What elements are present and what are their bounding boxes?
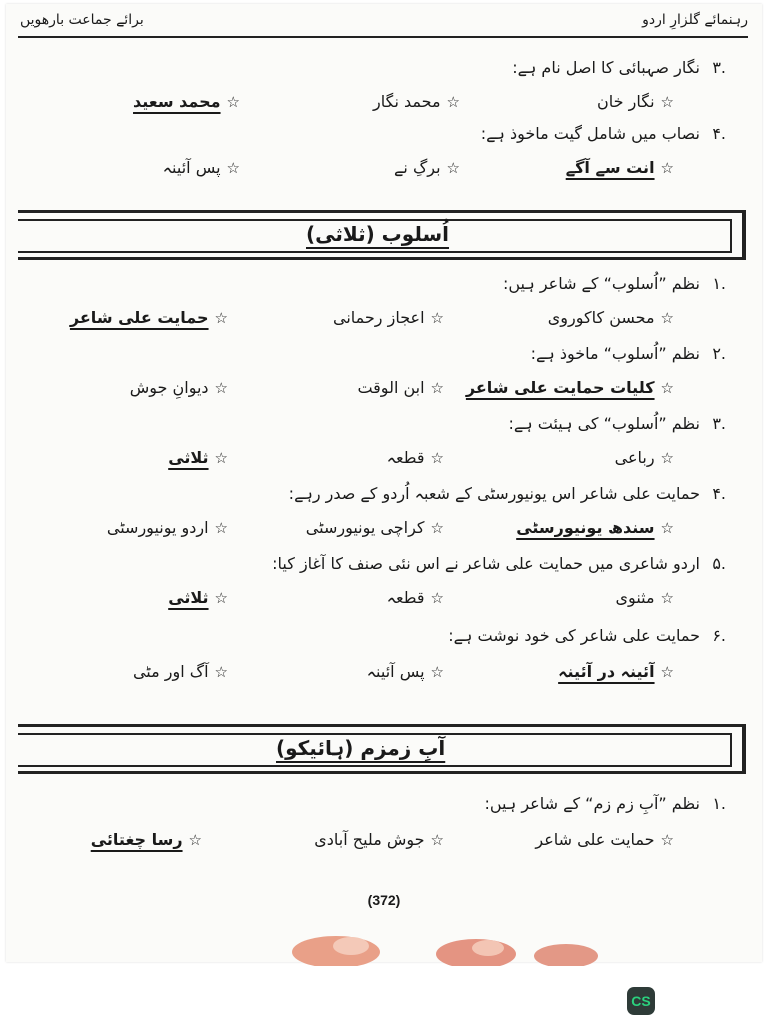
star-icon: ☆ (660, 663, 674, 681)
star-icon: ☆ (214, 309, 228, 327)
star-icon: ☆ (660, 159, 674, 177)
option-b: ☆ابن الوقت (357, 378, 444, 397)
star-icon: ☆ (430, 589, 444, 607)
option-a: ☆مثنوی (615, 588, 674, 607)
star-icon: ☆ (188, 831, 202, 849)
star-icon: ☆ (430, 449, 444, 467)
fingers-image (6, 922, 762, 966)
star-icon: ☆ (430, 309, 444, 327)
star-icon: ☆ (430, 379, 444, 397)
option-a: ☆حمایت علی شاعر (535, 830, 674, 849)
question-number: ۱. (712, 274, 726, 293)
option-c: ☆پس آئینہ (162, 158, 240, 177)
option-a: ☆رباعی (614, 448, 674, 467)
option-c-answer: ☆رسا چغتائی (90, 830, 202, 849)
question-number: ۱. (712, 794, 726, 813)
star-icon: ☆ (660, 379, 674, 397)
question-text: اردو شاعری میں حمایت علی شاعر نے اس نئی صنف کا آغاز کیا: (272, 554, 700, 573)
question-text: نظم ”اُسلوب“ ماخوذ ہے: (530, 344, 700, 363)
question-number: ۲. (712, 344, 726, 363)
option-c-answer: ☆محمد سعید (133, 92, 240, 111)
option-b: ☆برگِ نے (394, 158, 460, 177)
question-number: ۴. (712, 124, 726, 143)
header-right-title: رہنمائے گلزارِ اردو (642, 12, 748, 28)
star-icon: ☆ (226, 93, 240, 111)
question-text: نصاب میں شامل گیت ماخوذ ہے: (480, 124, 700, 143)
question-text: حمایت علی شاعر کی خود نوشت ہے: (448, 626, 700, 645)
star-icon: ☆ (660, 589, 674, 607)
star-icon: ☆ (660, 519, 674, 537)
star-icon: ☆ (430, 831, 444, 849)
header-left-title: برائے جماعت بارھویں (20, 12, 144, 28)
option-c-answer: ☆ثلاثی (168, 588, 228, 607)
question-number: ۶. (712, 626, 726, 645)
star-icon: ☆ (660, 831, 674, 849)
option-a: ☆نگار خان (597, 92, 674, 111)
star-icon: ☆ (446, 159, 460, 177)
question-text: نگار صہبائی کا اصل نام ہے: (512, 58, 700, 77)
option-b: ☆کراچی یونیورسٹی (305, 518, 444, 537)
question-number: ۴. (712, 484, 726, 503)
section-title: آبِ زمزم (ہائیکو) (276, 736, 446, 760)
option-b: ☆محمد نگار (373, 92, 460, 111)
star-icon: ☆ (214, 519, 228, 537)
option-a-answer: ☆کلیات حمایت علی شاعر (465, 378, 674, 397)
camscanner-logo: CS (627, 987, 655, 1015)
document-page (6, 4, 762, 962)
star-icon: ☆ (660, 93, 674, 111)
star-icon: ☆ (660, 449, 674, 467)
option-b: ☆جوش ملیح آبادی (314, 830, 444, 849)
option-b: ☆اعجاز رحمانی (333, 308, 444, 327)
option-c-answer: ☆ثلاثی (168, 448, 228, 467)
option-a-answer: ☆انت سے آگے (565, 158, 674, 177)
page-number: (372) (367, 892, 401, 908)
star-icon: ☆ (214, 379, 228, 397)
question-text: نظم ”اُسلوب“ کے شاعر ہیں: (502, 274, 700, 293)
star-icon: ☆ (214, 589, 228, 607)
question-number: ۳. (712, 414, 726, 433)
header-rule (18, 36, 748, 38)
option-a-answer: ☆سندھ یونیورسٹی (516, 518, 674, 537)
question-text: نظم ”آبِ زم زم“ کے شاعر ہیں: (484, 794, 700, 813)
star-icon: ☆ (446, 93, 460, 111)
option-c-answer: ☆حمایت علی شاعر (69, 308, 228, 327)
option-a-answer: ☆آئینہ در آئینہ (558, 662, 674, 681)
section-title: اُسلوب (ثلاثی) (306, 222, 450, 246)
option-c: ☆اردو یونیورسٹی (106, 518, 228, 537)
option-b: ☆قطعہ (386, 588, 444, 607)
star-icon: ☆ (430, 519, 444, 537)
option-c: ☆آگ اور مٹی (132, 662, 228, 681)
option-b: ☆پس آئینہ (366, 662, 444, 681)
question-number: ۳. (712, 58, 726, 77)
option-a: ☆محسن کاکوروی (547, 308, 674, 327)
star-icon: ☆ (660, 309, 674, 327)
star-icon: ☆ (226, 159, 240, 177)
star-icon: ☆ (430, 663, 444, 681)
question-number: ۵. (712, 554, 726, 573)
question-text: حمایت علی شاعر اس یونیورسٹی کے شعبہ اُردو کے صدر رہے: (288, 484, 700, 503)
option-c: ☆دیوانِ جوش (129, 378, 228, 397)
question-text: نظم ”اُسلوب“ کی ہیئت ہے: (508, 414, 700, 433)
option-b: ☆قطعہ (386, 448, 444, 467)
star-icon: ☆ (214, 663, 228, 681)
star-icon: ☆ (214, 449, 228, 467)
